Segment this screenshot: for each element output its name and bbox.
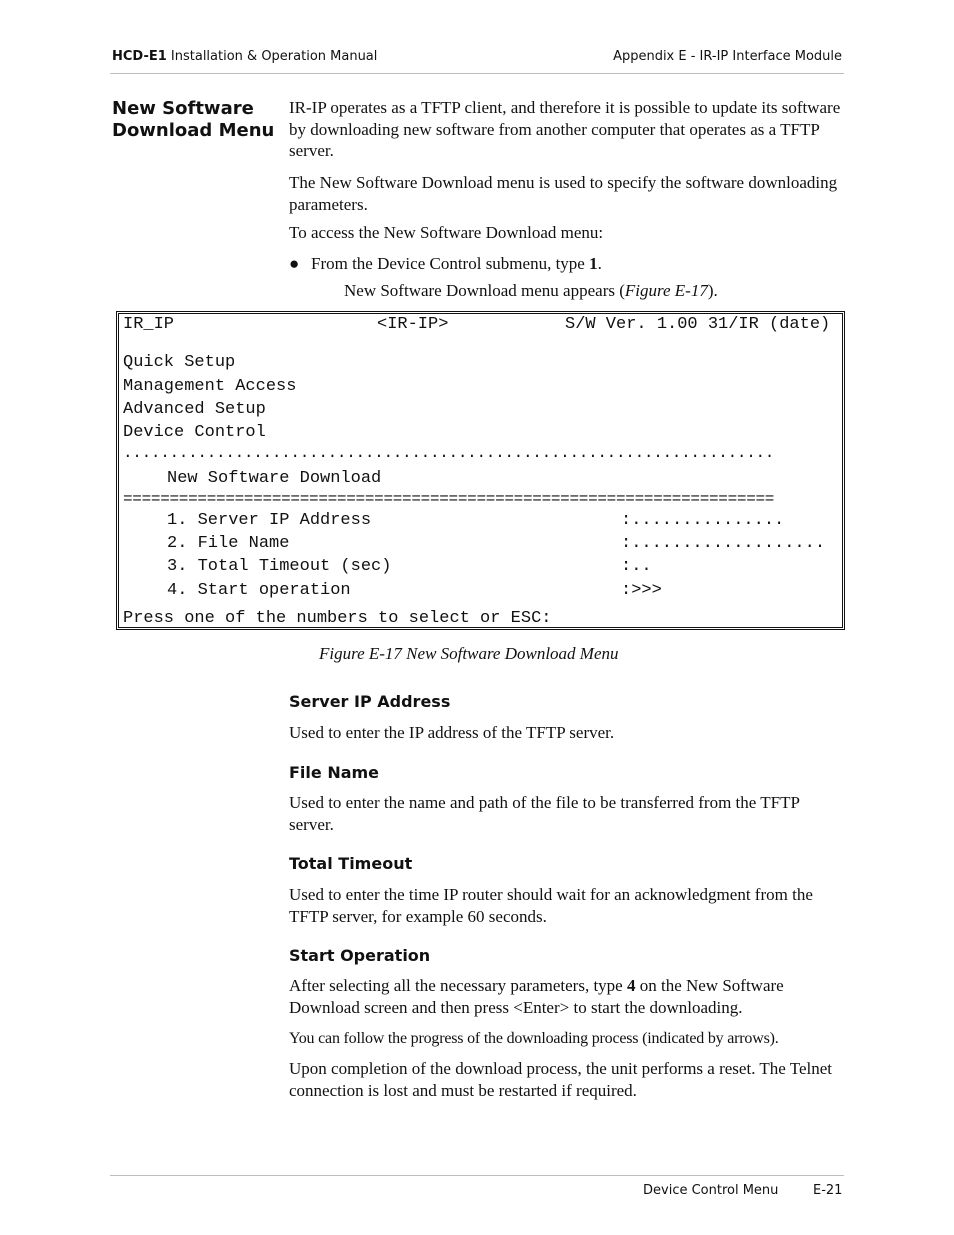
intro-text-2: The New Software Download menu is used to specify the software downloading parameters.	[289, 173, 838, 214]
start-heading: Start Operation	[289, 946, 431, 965]
appears-pre: New Software Download menu appears (	[344, 281, 625, 300]
section-title-line1: New Software	[112, 98, 254, 119]
completion-description	[289, 1058, 844, 1101]
manual-code: HCD-E1	[112, 49, 167, 64]
timeout-heading: Total Timeout	[289, 854, 413, 873]
bullet-end: .	[597, 254, 602, 273]
menu-appears-note	[344, 280, 718, 302]
completion-text: Upon completion of the download process, the unit performs a reset. The Telnet connection is lost and must be restarted if required.	[289, 1059, 832, 1100]
timeout-description	[289, 884, 844, 927]
figure-ref: Figure E-17	[624, 281, 708, 300]
intro-text-1: IR-IP operates as a TFTP client, and therefore it is possible to update its software by downloading new software from another computer that operates as a TFTP server.	[289, 98, 841, 160]
terminal-menu-quick-setup: Quick Setup	[123, 353, 236, 372]
terminal-item-file-name: 2. File Name	[167, 534, 290, 553]
instruction-bullet	[289, 253, 602, 275]
start-text-post: on the New Software Download screen and then press <Enter> to start the downloading.	[289, 976, 784, 1017]
server-ip-text: Used to enter the IP address of the TFTP server.	[289, 723, 615, 742]
start-description	[289, 975, 844, 1018]
start-text-pre: After selecting all the necessary parameters, type	[289, 976, 627, 995]
figure-caption: Figure E-17 New Software Download Menu	[319, 644, 619, 663]
header-rule	[110, 73, 844, 74]
footer-section-name: Device Control Menu	[643, 1183, 779, 1198]
terminal-header-right: S/W Ver. 1.00 31/IR (date)	[565, 315, 831, 334]
terminal-submenu-title: New Software Download	[167, 469, 382, 488]
timeout-text: Used to enter the time IP router should wait for an acknowledgment from the TFTP server, for example 60 seconds.	[289, 885, 813, 926]
terminal-value-timeout: :..	[621, 557, 652, 576]
appears-post: ).	[707, 281, 718, 300]
terminal-menu-advanced-setup: Advanced Setup	[123, 400, 266, 419]
bullet-key: 1	[589, 254, 598, 273]
server-ip-heading: Server IP Address	[289, 692, 451, 711]
terminal-dotted-separator: ......................................................................	[123, 444, 775, 462]
terminal-header-mid: <IR-IP>	[377, 315, 449, 334]
start-key: 4	[626, 976, 636, 995]
running-header-right: Appendix E - IR-IP Interface Module	[613, 49, 842, 64]
file-name-description	[289, 792, 844, 835]
terminal-item-server-ip: 1. Server IP Address	[167, 511, 372, 530]
file-name-text: Used to enter the name and path of the file to be transferred from the TFTP server.	[289, 793, 800, 834]
terminal-value-start: :>>>	[621, 581, 662, 600]
intro-paragraph-2	[289, 172, 844, 215]
bullet-text: From the Device Control submenu, type	[311, 254, 590, 273]
server-ip-description	[289, 722, 844, 744]
terminal-value-server-ip: :...............	[621, 511, 785, 530]
progress-text: You can follow the progress of the downloading process (indicated by arrows).	[289, 1030, 779, 1047]
footer-rule	[110, 1175, 844, 1176]
progress-description	[289, 1028, 844, 1050]
intro-text-3: To access the New Software Download menu:	[289, 223, 604, 242]
bullet-icon: ●	[289, 254, 300, 273]
terminal-double-separator: ======================================================================	[123, 490, 775, 508]
terminal-prompt: Press one of the numbers to select or ESC:	[123, 609, 552, 628]
file-name-heading: File Name	[289, 763, 380, 782]
terminal-item-start: 4. Start operation	[167, 581, 351, 600]
manual-title: Installation & Operation Manual	[166, 49, 378, 64]
intro-paragraph-1	[289, 97, 844, 162]
running-header-left	[112, 49, 377, 64]
section-title	[112, 98, 274, 142]
footer-page-number: E-21	[813, 1183, 843, 1198]
terminal-header-left: IR_IP	[123, 315, 175, 334]
terminal-menu-management-access: Management Access	[123, 377, 297, 396]
start-text	[289, 975, 844, 1018]
terminal-menu-device-control: Device Control	[123, 423, 266, 442]
section-title-line2: Download Menu	[112, 120, 275, 141]
intro-paragraph-3	[289, 222, 844, 244]
terminal-value-file-name: :...................	[621, 534, 826, 553]
terminal-item-timeout: 3. Total Timeout (sec)	[167, 557, 392, 576]
